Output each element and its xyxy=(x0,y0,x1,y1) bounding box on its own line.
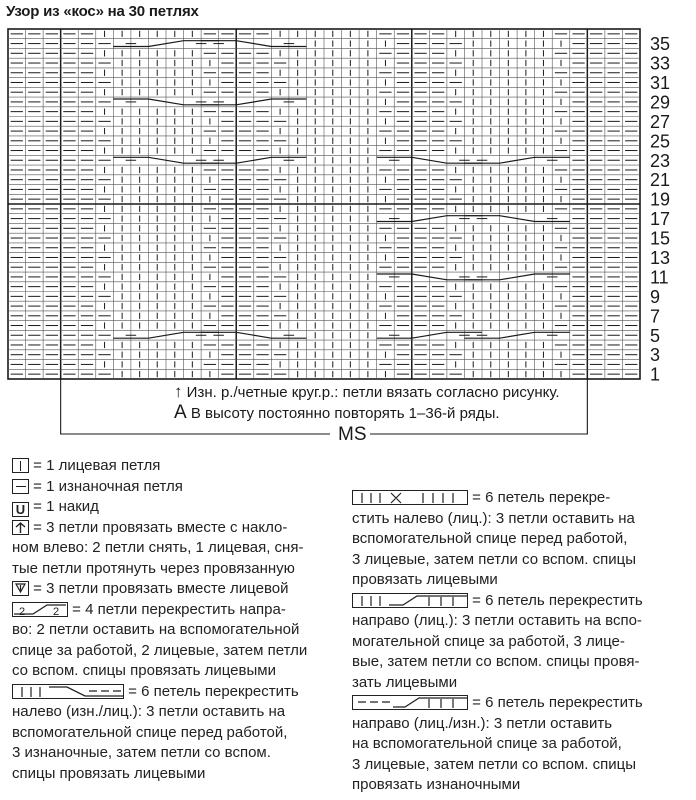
row-label: 25 xyxy=(650,131,671,152)
row-label: 33 xyxy=(650,53,671,74)
legend-cross6-k-left-line-1: = 6 петель перекре- xyxy=(472,489,611,506)
legend-cross6-pk-left-line-2: налево (изн./лиц.): 3 петли оставить на xyxy=(12,703,286,720)
legend-cross6-k-right-line-5: зать лицевыми xyxy=(352,673,458,691)
legend-knit-text: = 1 лицевая петля xyxy=(33,457,161,474)
legend-yo xyxy=(12,497,332,518)
row-label: 9 xyxy=(650,286,661,307)
legend-cross6-pk-left-line-3: вспомогательной спице перед работой, xyxy=(12,723,288,741)
cross6-knit-right-icon xyxy=(352,593,468,608)
legend-cross6-k-left-line-5: провязать лицевыми xyxy=(352,571,498,588)
row-label: 17 xyxy=(650,209,671,230)
k3tog-icon xyxy=(12,581,29,596)
row-label: 15 xyxy=(650,228,671,249)
row-label: 19 xyxy=(650,189,671,210)
row-label: 35 xyxy=(650,34,671,55)
row-label: 7 xyxy=(650,306,661,327)
cross6-knit-right-glyph xyxy=(353,594,467,607)
legend-cross4-line-1: = 4 петли перекрестить напра- xyxy=(72,600,286,618)
knit-stitch-icon xyxy=(12,458,29,473)
legend-cross6-k-right-line-2: направо (лиц.): 3 петли оставить на вспо- xyxy=(352,612,642,629)
legend-k3tog-left-line-2: ном влево: 2 петли снять, 1 лицевая, сня- xyxy=(12,539,304,556)
row-label: 31 xyxy=(650,72,671,93)
legend-cross6-pk-left-line-4: 3 изнаночные, затем петли со вспом. xyxy=(12,744,271,761)
legend-cross6-k-left xyxy=(352,488,688,591)
cross6-knit-purl-right-glyph xyxy=(353,696,467,709)
legend-cross6-pk-left xyxy=(12,682,332,785)
note-arrow-text: Изн. р./четные круг.р.: петли вязать согласно рисунку. xyxy=(186,384,560,401)
legend-purl-text: = 1 изнаночная петля xyxy=(33,477,183,495)
note-repeat-text: В высоту постоянно повторять 1–36-й ряды. xyxy=(190,405,500,422)
legend-cross6-kp-right-line-1: = 6 петель перекрестить xyxy=(472,694,643,711)
legend-cross6-k-right-line-4: вые, затем петли со вспом. спицы провя- xyxy=(352,653,640,670)
legend-cross6-pk-left-line-5: спицы провязать лицевыми xyxy=(12,764,206,782)
cross6-knit-left-icon xyxy=(352,490,468,505)
row-label: 11 xyxy=(650,267,669,288)
legend-cross6-k-right xyxy=(352,591,688,694)
legend-cross6-kp-right-line-3: на вспомогательной спице за работой, xyxy=(352,735,622,752)
legend-cross6-kp-right-line-5: провязать изнаночными xyxy=(352,776,521,793)
cross6-purl-knit-left-icon xyxy=(12,684,124,699)
row-label: 3 xyxy=(650,345,661,366)
legend-cross6-kp-right-line-2: направо (лиц./изн.): 3 петли оставить xyxy=(352,714,613,732)
k3tog-glyph xyxy=(13,582,28,595)
legend-yo-text: = 1 накид xyxy=(33,498,99,515)
row-label: 5 xyxy=(650,325,661,346)
chart-title: Узор из «кос» на 30 петлях xyxy=(6,3,199,20)
legend-cross6-kp-right xyxy=(352,693,688,796)
note-repeat xyxy=(174,402,500,424)
k3tog-left-icon xyxy=(12,520,29,535)
row-label: 23 xyxy=(650,150,671,171)
yarn-over-icon: U xyxy=(12,502,29,517)
cross4-left-number: 2 xyxy=(19,605,26,618)
ms-label: MS xyxy=(338,424,367,445)
row-label: 27 xyxy=(650,111,671,132)
legend-right xyxy=(352,488,688,796)
cross4-right-number: 2 xyxy=(53,605,60,618)
cross4-right-icon xyxy=(12,602,68,617)
arrow-up-icon: ↑ xyxy=(174,382,183,401)
repeat-a-icon: A xyxy=(174,402,187,423)
row-labels xyxy=(650,34,670,385)
legend-k3tog-left-line-1: = 3 петли провязать вместе с накло- xyxy=(33,518,288,536)
note-arrow xyxy=(174,382,560,402)
purl-stitch-icon xyxy=(12,479,29,494)
legend-cross6-k-left-line-3: вспомогательной спице перед работой, xyxy=(352,530,628,547)
row-label: 21 xyxy=(650,170,671,191)
legend-cross6-kp-right-line-4: 3 лицевые, затем петли со вспом. спицы xyxy=(352,755,637,773)
legend-cross6-k-left-line-4: 3 лицевые, затем петли со вспом. спицы xyxy=(352,550,637,568)
row-label: 1 xyxy=(650,364,661,385)
legend-cross4-line-2: во: 2 петли оставить на вспомогательной xyxy=(12,621,300,638)
chart-grid xyxy=(8,29,640,379)
legend-cross4-line-3: спице за работой, 2 лицевые, затем петли xyxy=(12,641,308,659)
legend-k3tog xyxy=(12,579,332,600)
row-label: 29 xyxy=(650,92,671,113)
legend-purl xyxy=(12,477,332,498)
legend-left xyxy=(12,456,332,784)
k3tog-left-glyph xyxy=(13,521,28,534)
legend-cross4 xyxy=(12,600,332,682)
row-label: 13 xyxy=(650,247,671,268)
cross6-knit-left-glyph xyxy=(353,491,467,504)
legend-cross6-pk-left-line-1: = 6 петель перекрестить xyxy=(128,682,299,700)
legend-knit xyxy=(12,456,332,477)
legend-k3tog-left-line-3: тые петли протянуть через провязанную xyxy=(12,559,295,577)
legend-k3tog-text: = 3 петли провязать вместе лицевой xyxy=(33,580,289,597)
legend-cross6-k-right-line-1: = 6 петель перекрестить xyxy=(472,591,643,609)
legend-k3tog-left xyxy=(12,518,332,580)
legend-cross6-k-left-line-2: стить налево (лиц.): 3 петли оставить на xyxy=(352,509,635,527)
cross6-knit-purl-right-icon xyxy=(352,695,468,710)
cross6-purl-knit-left-glyph xyxy=(13,685,123,698)
legend-cross4-line-4: со вспом. спицы провязать лицевыми xyxy=(12,662,276,679)
legend-cross6-k-right-line-3: могательной спице за работой, 3 лице- xyxy=(352,632,625,650)
